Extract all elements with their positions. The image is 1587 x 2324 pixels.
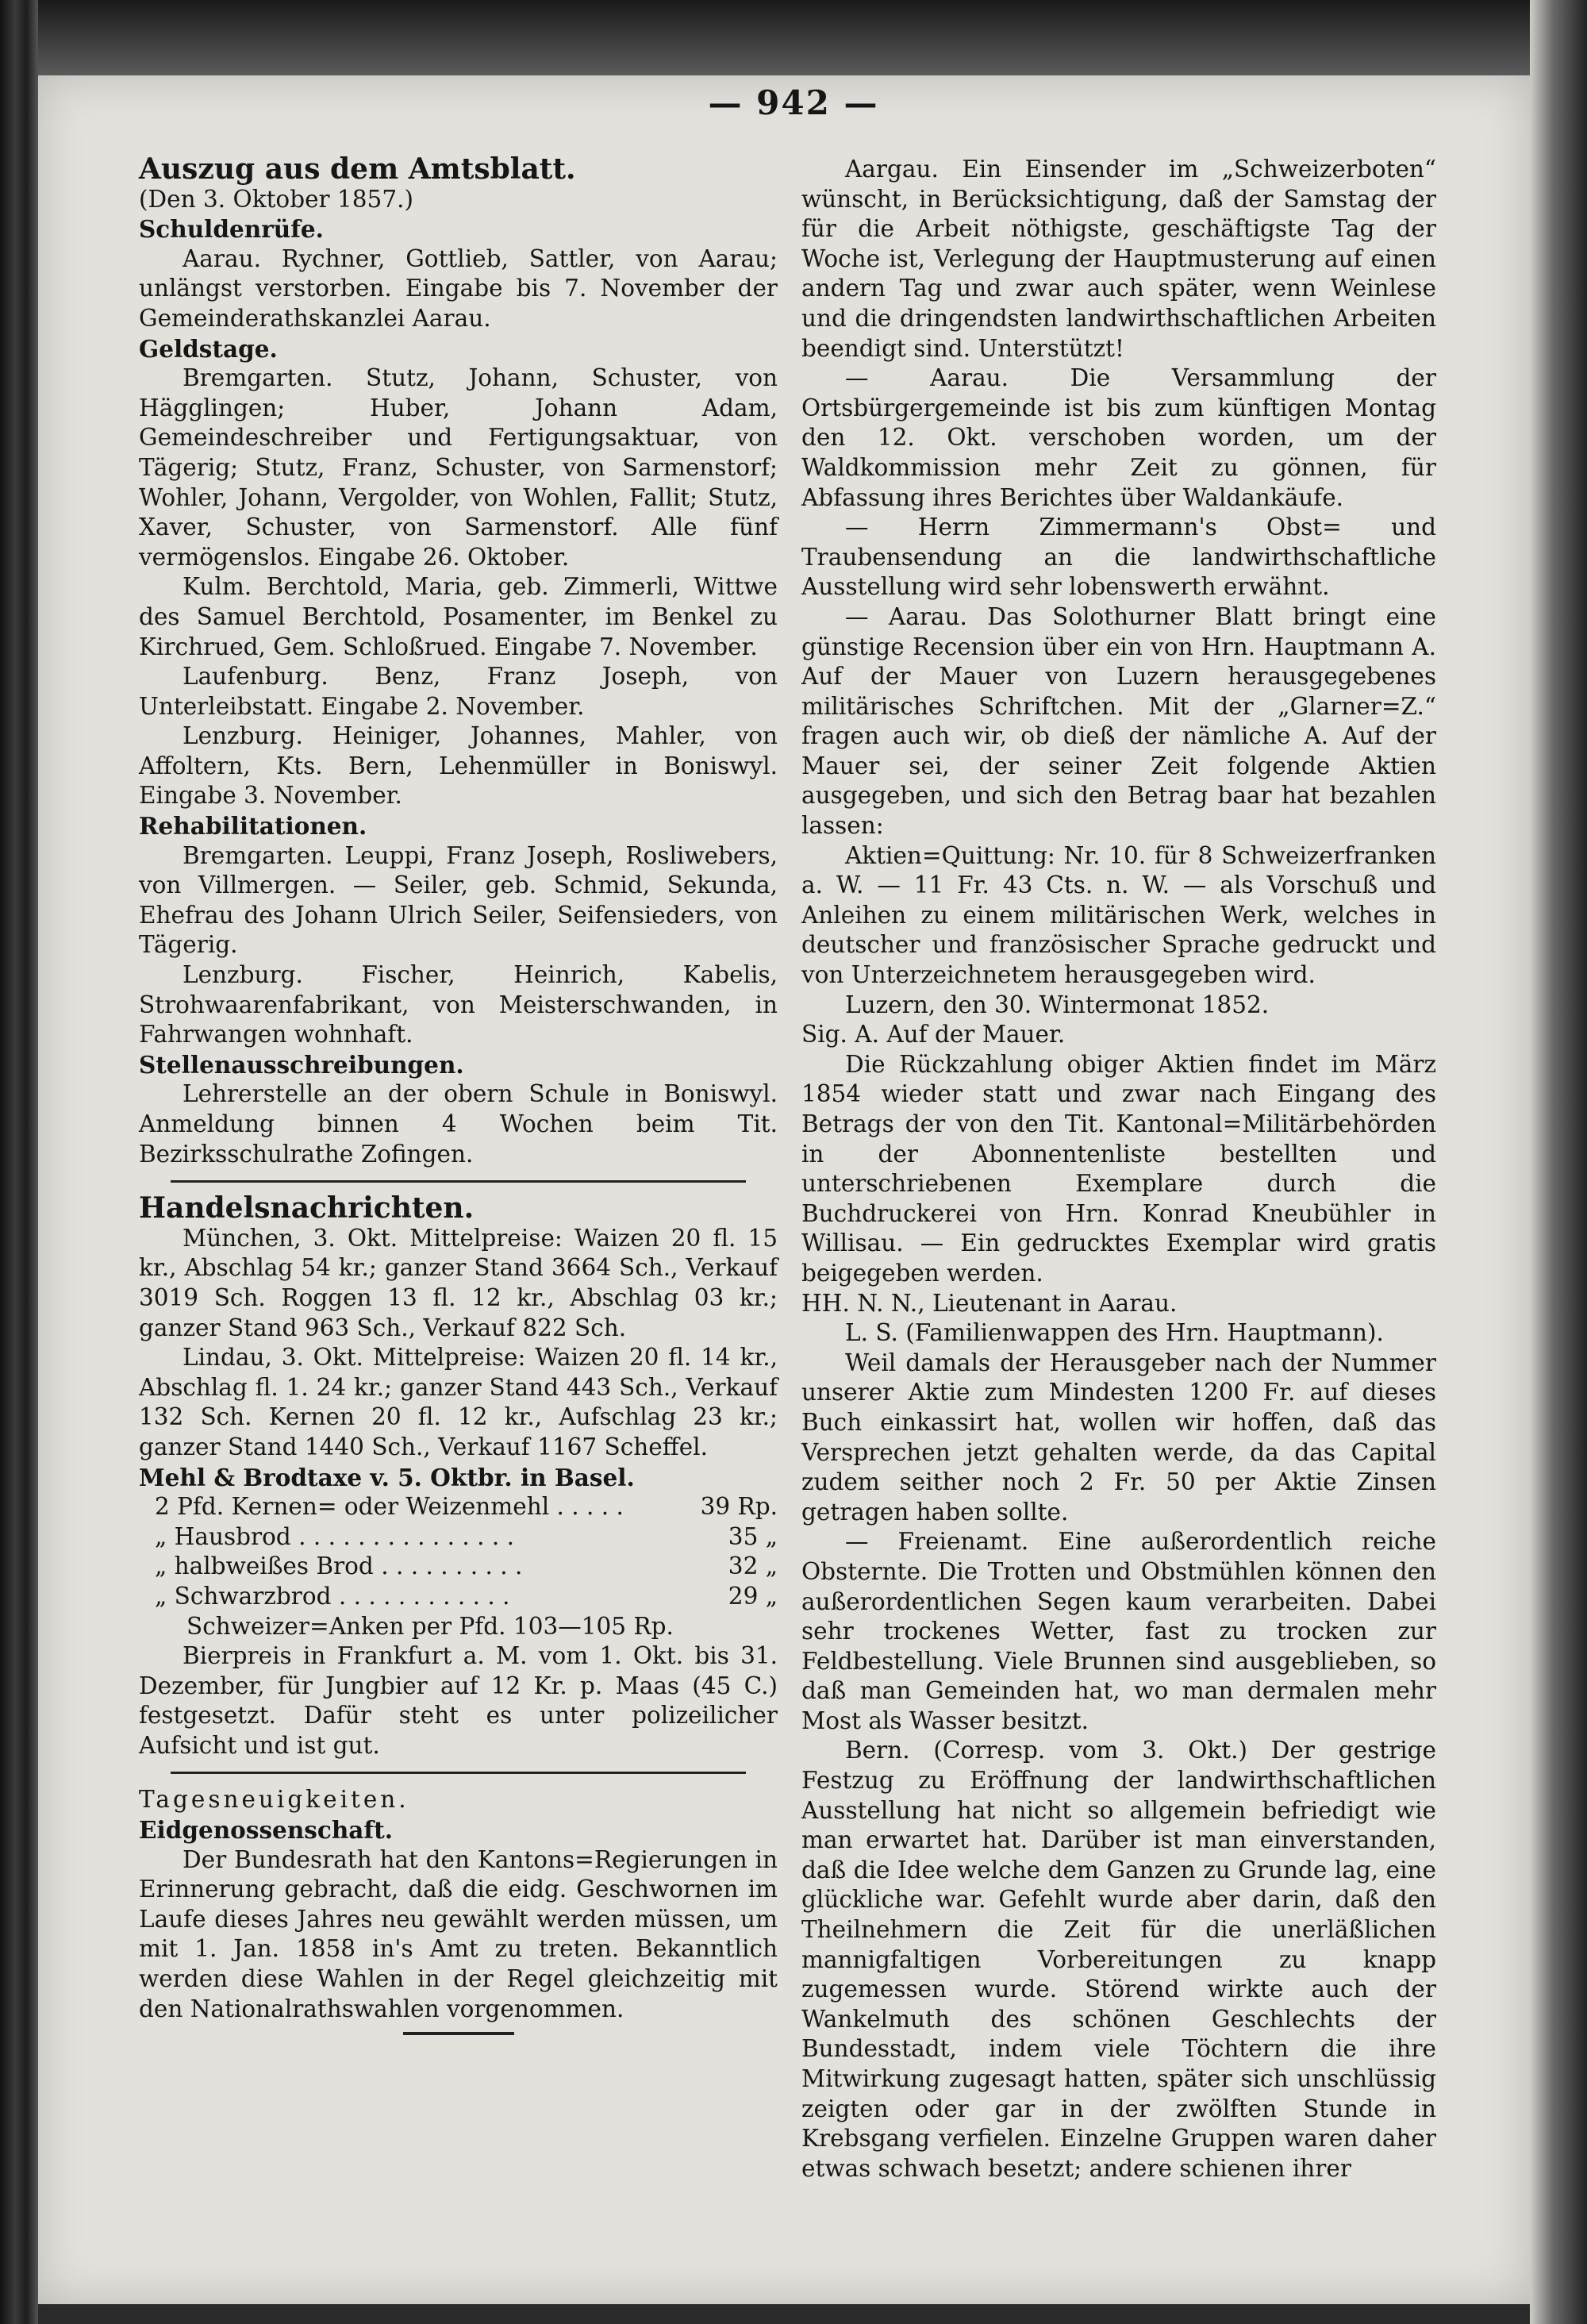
price-label: „ halbweißes Brod . . . . . . . . . .	[155, 1553, 523, 1580]
entry-bremgarten: Bremgarten. Stutz, Johann, Schuster, von Hägglingen; Huber, Johann Adam, Gemeindeschreiber und Fertigungsaktuar, von Tägerig; Stutz, Franz, Schuster, von Sarmenstorf; Wohler, Johann, Vergolder, von Wohlen, Fallit; Stutz, Xaver, Schuster, von Sarmenstorf. Alle fünf vermögenslos. Eingabe 26. Oktober.	[139, 364, 778, 571]
entry-aargau: Aargau. Ein Einsender im „Schweizerboten“ wünscht, in Berücksichtigung, daß der Samstag der für die Arbeit nöthigste, geschäftigste Tag der Woche ist, Verlegung der Hauptmusterung auf einen andern Tag und zwar auch später, wenn Weinlese und die dringendsten landwirthschaftlichen Arbeiten beendigt sind. Unterstützt!	[801, 156, 1436, 362]
entry-rehab-bremgarten: Bremgarten. Leuppi, Franz Joseph, Rosliwebers, von Villmergen. — Seiler, geb. Schmid, Sekunda, Ehefrau des Johann Ulrich Seiler, Seifensieders, von Tägerig.	[139, 841, 778, 959]
end-rule	[403, 2032, 514, 2035]
price-row	[139, 1492, 778, 1522]
page-number: — 942 —	[708, 83, 879, 122]
entry-ls: L. S. (Familienwappen des Hrn. Hauptmann).	[845, 1319, 1384, 1347]
price-row	[139, 1522, 778, 1553]
heading-handel: Handelsnachrichten.	[139, 1191, 475, 1225]
amtsblatt-date: (Den 3. Oktober 1857.)	[139, 185, 413, 213]
signature: Sig. A. Auf der Mauer.	[801, 1021, 1066, 1048]
entry-luzern-date: Luzern, den 30. Wintermonat 1852.	[845, 991, 1270, 1018]
price-label: „ Schwarzbrod . . . . . . . . . . . .	[155, 1582, 510, 1610]
entry-bundesrath: Der Bundesrath hat den Kantons=Regierungen in Erinnerung gebracht, daß die eidg. Geschwornen im Laufe dieses Jahres neu gewählt werden müssen, um mit 1. Jan. 1858 in's Amt zu treten. Bekanntlich werden diese Wahlen in der Regel gleichzeitig mit den Nationalrathswahlen vorgenommen.	[139, 1845, 778, 2022]
amtsblatt-title: Auszug aus dem Amtsblatt.	[139, 152, 576, 186]
heading-tagesneuigkeiten: Tagesneuigkeiten.	[139, 1786, 409, 1814]
entry-lenzburg: Lenzburg. Heiniger, Johannes, Mahler, von Affoltern, Kts. Bern, Lehenmüller in Boniswyl. Eingabe 3. November.	[139, 722, 778, 810]
entry-bern: Bern. (Corresp. vom 3. Okt.) Der gestrige Festzug zu Eröffnung der landwirthschaftlichen Ausstellung hat nicht so allgemein befriedigt wie man erwartet hat. Darüber ist man einverstanden, daß die Idee welche dem Ganzen zu Grunde lag, eine glückliche war. Gefehlt wurde aber darin, daß den Theilnehmern die Zeit für die unerläßlichen mannigfaltigen Vorbereitungen zu knapp zugemessen wurde. Störend wirkte auch der Wankelmuth des schönen Geschlechts der Bundesstadt, indem viele Töchtern die ihre Mitwirkung zugesagt hatten, später sich unschlüssig zeigten oder gar in der zwölften Stunde in Krebsgang verfielen. Einzelne Gruppen waren daher etwas schwach besetzt; andere schienen ihrer	[801, 1737, 1436, 2182]
price-row	[139, 1552, 778, 1582]
entry-solothurner: — Aarau. Das Solothurner Blatt bringt eine günstige Recension über ein von Hrn. Hauptmann A. Auf der Mauer von Luzern herausgegebenes militärisches Schriftchen. Mit der „Glarner=Z.“ fragen auch wir, ob dieß der nämliche A. Auf der Mauer sei, der seiner Zeit folgende Aktien ausgegeben, und sich den Betrag baar hat bezahlen lassen:	[801, 602, 1436, 840]
page-edge	[1530, 0, 1587, 2324]
book-spine	[0, 0, 38, 2324]
entry-aktien-quittung: Aktien=Quittung: Nr. 10. für 8 Schweizerfranken a. W. — 11 Fr. 43 Cts. n. W. — als Vorschuß und Anleihen zu einem militärischen Werk, welches in deutscher und französischer Sprache gedruckt und von Unterzeichnetem herausgegeben wird.	[801, 841, 1436, 989]
anken-price: Schweizer=Anken per Pfd. 103—105 Rp.	[186, 1612, 674, 1640]
entry-kulm: Kulm. Berchtold, Maria, geb. Zimmerli, Wittwe des Samuel Berchtold, Posamenter, im Benkel zu Kirchrued, Gem. Schloßrued. Eingabe 7. November.	[139, 573, 778, 660]
divider	[171, 1772, 746, 1774]
price-value: 39 Rp.	[700, 1493, 778, 1521]
heading-eidgenossenschaft: Eidgenossenschaft.	[139, 1816, 393, 1845]
price-label: 2 Pfd. Kernen= oder Weizenmehl . . . . .	[155, 1493, 624, 1521]
top-edge	[38, 0, 1530, 75]
heading-brodtaxe: Mehl & Brodtaxe v. 5. Oktbr. in Basel.	[139, 1463, 635, 1491]
price-value: 29 „	[728, 1582, 778, 1610]
entry-zimmermann: — Herrn Zimmermann's Obst= und Traubensendung an die landwirthschaftliche Ausstellung wird sehr lobenswerth erwähnt.	[801, 514, 1436, 601]
heading-geldstage: Geldstage.	[139, 334, 278, 363]
entry-bierpreis: Bierpreis in Frankfurt a. M. vom 1. Okt. bis 31. Dezember, für Jungbier auf 12 Kr. p. Maas (45 C.) festgesetzt. Dafür steht es unter polizeilicher Aufsicht und ist gut.	[139, 1642, 778, 1759]
divider	[171, 1180, 746, 1183]
price-value: 32 „	[728, 1553, 778, 1580]
left-column	[139, 152, 778, 2043]
price-value: 35 „	[728, 1522, 778, 1550]
right-column	[801, 155, 1436, 2184]
entry-freienamt: — Freienamt. Eine außerordentlich reiche Obsternte. Die Trotten und Obstmühlen können den außerordentlichen Segen kaum verarbeiten. Dabei sehr trockenes Wetter, fast zu trocken zur Feldbestellung. Viele Brunnen sind ausgeblieben, so daß man Gemeinden hat, wo man dermalen mehr Most als Wasser besitzt.	[801, 1528, 1436, 1734]
entry-muenchen: München, 3. Okt. Mittelpreise: Waizen 20 fl. 15 kr., Abschlag 54 kr.; ganzer Stand 3664 Sch., Verkauf 3019 Sch. Roggen 13 fl. 12 kr., Abschlag 03 kr.; ganzer Stand 963 Sch., Verkauf 822 Sch.	[139, 1224, 778, 1341]
entry-herausgeber: Weil damals der Herausgeber nach der Nummer unserer Aktie zum Mindesten 1200 Fr. auf dieses Buch einkassirt hat, wollen wir hoffen, daß das Versprechen jetzt gehalten werde, da das Capital zudem seither noch 2 Fr. 50 per Aktie Zinsen getragen haben sollte.	[801, 1349, 1436, 1526]
entry-rueckzahlung: Die Rückzahlung obiger Aktien findet im März 1854 wieder statt und zwar nach Eingang des Betrags der von den Tit. Kantonal=Militärbehörden in der Abonnentenliste bestellten und unterschriebenen Exemplare durch die Buchdruckerei von Hrn. Konrad Kneubühler in Willisau. — Ein gedrucktes Exemplar wird gratis beigegeben werden.	[801, 1050, 1436, 1287]
entry-lieutenant: HH. N. N., Lieutenant in Aarau.	[801, 1289, 1178, 1317]
entry-aarau-versammlung: — Aarau. Die Versammlung der Ortsbürgergemeinde ist bis zum künftigen Montag den 12. Okt. verschoben worden, um der Waldkommission mehr Zeit zu gönnen, für Abfassung ihres Berichtes über Waldankäufe.	[801, 364, 1436, 511]
heading-schuldenruefe: Schuldenrüfe.	[139, 215, 324, 244]
entry-lehrerstelle: Lehrerstelle an der obern Schule in Boniswyl. Anmeldung binnen 4 Wochen beim Tit. Bezirksschulrathe Zofingen.	[139, 1080, 778, 1168]
entry-aarau: Aarau. Rychner, Gottlieb, Sattler, von Aarau; unlängst verstorben. Eingabe bis 7. November der Gemeinderathskanzlei Aarau.	[139, 244, 778, 332]
price-row	[139, 1582, 778, 1612]
price-label: „ Hausbrod . . . . . . . . . . . . . . .	[155, 1522, 515, 1550]
entry-laufenburg: Laufenburg. Benz, Franz Joseph, von Unterleibstatt. Eingabe 2. November.	[139, 663, 778, 720]
heading-stellen: Stellenausschreibungen.	[139, 1050, 464, 1079]
entry-lindau: Lindau, 3. Okt. Mittelpreise: Waizen 20 fl. 14 kr., Abschlag fl. 1. 24 kr.; ganzer Stand 443 Sch., Verkauf 132 Sch. Kernen 20 fl. 12 kr., Aufschlag 23 kr.; ganzer Stand 1440 Sch., Verkauf 1167 Scheffel.	[139, 1344, 778, 1460]
entry-rehab-lenzburg: Lenzburg. Fischer, Heinrich, Kabelis, Strohwaarenfabrikant, von Meisterschwanden, in Fahrwangen wohnhaft.	[139, 961, 778, 1048]
heading-rehabilitationen: Rehabilitationen.	[139, 812, 367, 841]
